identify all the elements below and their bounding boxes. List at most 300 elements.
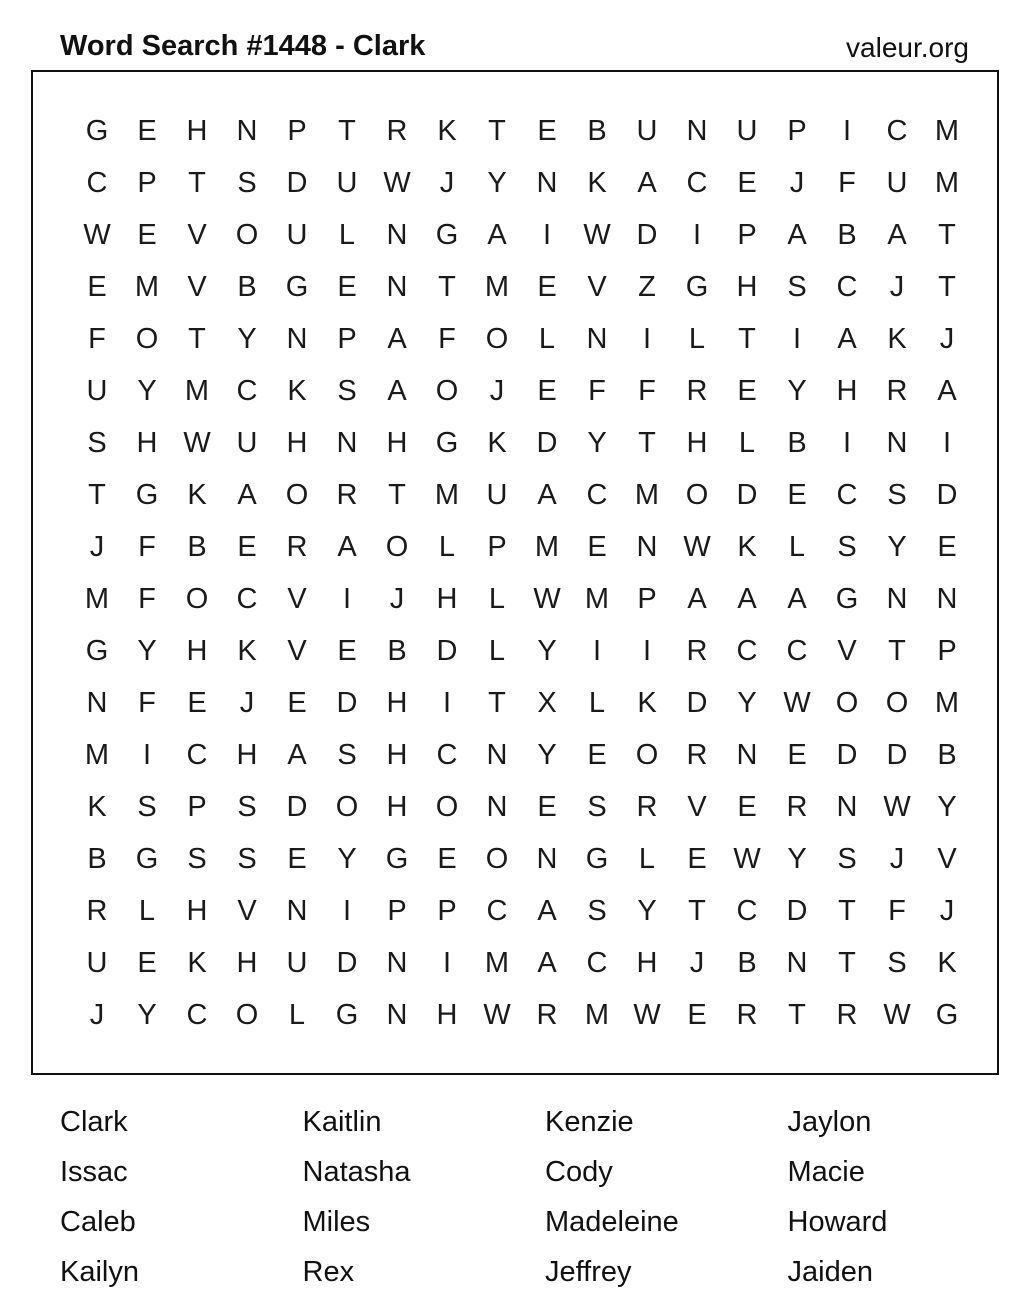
letter-grid: [72, 105, 972, 1041]
letter-cell: Y: [737, 687, 757, 719]
letter-cell: T: [438, 271, 456, 303]
letter-cell: O: [885, 687, 909, 719]
word-list-item: Jaiden: [787, 1256, 873, 1288]
letter-cell: R: [886, 375, 908, 407]
letter-cell: D: [536, 427, 558, 459]
letter-cell: V: [687, 791, 707, 823]
letter-cell: K: [187, 479, 207, 511]
letter-cell: J: [689, 947, 705, 979]
letter-cell: A: [637, 167, 657, 199]
letter-cell: H: [136, 427, 158, 459]
page-title: Word Search #1448 - Clark: [60, 30, 426, 62]
letter-cell: O: [185, 583, 209, 615]
letter-cell: N: [86, 687, 108, 719]
word-list-item: Cody: [545, 1156, 613, 1188]
letter-cell: H: [186, 635, 208, 667]
letter-cell: R: [386, 115, 408, 147]
letter-cell: S: [887, 947, 907, 979]
word-list-item: Issac: [60, 1156, 128, 1188]
letter-cell: W: [683, 531, 711, 563]
letter-cell: P: [437, 895, 457, 927]
letter-cell: G: [435, 427, 459, 459]
letter-cell: S: [337, 739, 357, 771]
puzzle-frame: [31, 70, 999, 1075]
letter-cell: K: [287, 375, 307, 407]
letter-cell: I: [842, 427, 852, 459]
letter-cell: P: [787, 115, 807, 147]
word-list-item: Jaylon: [787, 1106, 872, 1138]
letter-cell: J: [389, 583, 405, 615]
letter-cell: D: [836, 739, 858, 771]
letter-cell: S: [337, 375, 357, 407]
letter-cell: Y: [537, 739, 557, 771]
letter-cell: E: [737, 791, 757, 823]
letter-cell: G: [835, 583, 859, 615]
letter-cell: G: [135, 843, 159, 875]
letter-cell: N: [386, 947, 408, 979]
letter-cell: C: [586, 947, 608, 979]
letter-cell: X: [537, 687, 557, 719]
letter-cell: L: [738, 427, 756, 459]
letter-cell: W: [883, 791, 911, 823]
letter-cell: G: [85, 635, 109, 667]
letter-cell: L: [438, 531, 456, 563]
letter-cell: H: [236, 947, 258, 979]
letter-cell: S: [187, 843, 207, 875]
letter-cell: B: [587, 115, 607, 147]
word-list-item: Macie: [787, 1156, 865, 1188]
letter-cell: I: [842, 115, 852, 147]
letter-cell: O: [435, 375, 459, 407]
letter-cell: T: [888, 635, 906, 667]
letter-cell: S: [87, 427, 107, 459]
letter-cell: E: [537, 115, 557, 147]
letter-cell: N: [586, 323, 608, 355]
letter-cell: T: [838, 895, 856, 927]
letter-cell: T: [488, 687, 506, 719]
letter-cell: L: [288, 999, 306, 1031]
letter-cell: D: [436, 635, 458, 667]
letter-cell: A: [387, 323, 407, 355]
letter-cell: F: [438, 323, 456, 355]
letter-cell: H: [386, 739, 408, 771]
letter-cell: L: [788, 531, 806, 563]
letter-cell: N: [886, 583, 908, 615]
letter-cell: S: [837, 843, 857, 875]
letter-cell: I: [542, 219, 552, 251]
letter-cell: G: [685, 271, 709, 303]
letter-cell: E: [587, 531, 607, 563]
letter-cell: B: [387, 635, 407, 667]
letter-cell: D: [286, 791, 308, 823]
letter-cell: P: [287, 115, 307, 147]
letter-cell: R: [536, 999, 558, 1031]
letter-cell: C: [736, 895, 758, 927]
letter-cell: E: [287, 687, 307, 719]
letter-cell: E: [537, 375, 557, 407]
letter-cell: Y: [587, 427, 607, 459]
letter-cell: N: [486, 791, 508, 823]
letter-cell: Y: [937, 791, 957, 823]
letter-cell: S: [887, 479, 907, 511]
letter-cell: S: [787, 271, 807, 303]
word-list-item: Madeleine: [545, 1206, 679, 1238]
letter-cell: N: [286, 323, 308, 355]
letter-cell: U: [286, 947, 308, 979]
letter-cell: O: [485, 323, 509, 355]
letter-cell: S: [587, 791, 607, 823]
letter-cell: N: [736, 739, 758, 771]
letter-cell: P: [637, 583, 657, 615]
letter-cell: A: [237, 479, 257, 511]
letter-cell: C: [436, 739, 458, 771]
letter-cell: Y: [137, 999, 157, 1031]
word-list-item: Kaitlin: [302, 1106, 382, 1138]
letter-cell: T: [388, 479, 406, 511]
letter-cell: N: [686, 115, 708, 147]
letter-cell: D: [336, 947, 358, 979]
letter-cell: S: [237, 791, 257, 823]
letter-cell: A: [787, 583, 807, 615]
letter-cell: I: [142, 739, 152, 771]
letter-cell: N: [236, 115, 258, 147]
word-list: [60, 1097, 1030, 1297]
letter-cell: H: [386, 427, 408, 459]
letter-cell: P: [387, 895, 407, 927]
letter-cell: S: [237, 843, 257, 875]
letter-cell: A: [387, 375, 407, 407]
letter-cell: Y: [137, 635, 157, 667]
letter-cell: R: [836, 999, 858, 1031]
letter-cell: N: [836, 791, 858, 823]
letter-cell: I: [642, 635, 652, 667]
letter-cell: W: [183, 427, 211, 459]
letter-cell: N: [786, 947, 808, 979]
letter-cell: P: [737, 219, 757, 251]
letter-cell: T: [788, 999, 806, 1031]
letter-cell: I: [692, 219, 702, 251]
letter-cell: E: [87, 271, 107, 303]
letter-cell: M: [84, 583, 110, 615]
letter-cell: J: [89, 999, 105, 1031]
letter-cell: K: [937, 947, 957, 979]
letter-cell: A: [337, 531, 357, 563]
letter-cell: S: [137, 791, 157, 823]
letter-cell: K: [887, 323, 907, 355]
letter-cell: W: [383, 167, 411, 199]
letter-cell: H: [686, 427, 708, 459]
letter-cell: K: [487, 427, 507, 459]
letter-cell: V: [937, 843, 957, 875]
letter-cell: C: [236, 583, 258, 615]
letter-cell: C: [86, 167, 108, 199]
letter-cell: H: [286, 427, 308, 459]
letter-cell: W: [633, 999, 661, 1031]
letter-cell: P: [337, 323, 357, 355]
letter-cell: G: [285, 271, 309, 303]
letter-cell: O: [485, 843, 509, 875]
letter-cell: A: [487, 219, 507, 251]
letter-cell: F: [638, 375, 656, 407]
letter-cell: E: [187, 687, 207, 719]
letter-cell: G: [85, 115, 109, 147]
letter-cell: T: [188, 167, 206, 199]
letter-cell: M: [584, 999, 610, 1031]
letter-cell: R: [686, 635, 708, 667]
letter-cell: J: [439, 167, 455, 199]
letter-cell: O: [235, 219, 259, 251]
letter-cell: Y: [537, 635, 557, 667]
letter-cell: E: [537, 791, 557, 823]
letter-cell: B: [787, 427, 807, 459]
letter-cell: N: [286, 895, 308, 927]
letter-cell: M: [934, 687, 960, 719]
letter-cell: E: [137, 947, 157, 979]
letter-cell: U: [236, 427, 258, 459]
letter-cell: Y: [487, 167, 507, 199]
letter-cell: U: [286, 219, 308, 251]
letter-cell: I: [342, 583, 352, 615]
letter-cell: U: [886, 167, 908, 199]
letter-cell: J: [489, 375, 505, 407]
letter-cell: U: [736, 115, 758, 147]
letter-cell: H: [436, 583, 458, 615]
letter-cell: E: [737, 375, 757, 407]
letter-cell: M: [484, 271, 510, 303]
letter-cell: O: [685, 479, 709, 511]
letter-cell: L: [138, 895, 156, 927]
letter-cell: O: [435, 791, 459, 823]
letter-cell: G: [135, 479, 159, 511]
letter-cell: A: [537, 479, 557, 511]
letter-cell: D: [936, 479, 958, 511]
letter-cell: L: [538, 323, 556, 355]
letter-cell: A: [787, 219, 807, 251]
letter-cell: O: [385, 531, 409, 563]
site-name: valeur.org: [846, 32, 969, 63]
letter-cell: B: [187, 531, 207, 563]
letter-cell: F: [888, 895, 906, 927]
letter-cell: Y: [337, 843, 357, 875]
letter-cell: P: [187, 791, 207, 823]
letter-cell: T: [938, 219, 956, 251]
letter-cell: E: [437, 843, 457, 875]
letter-cell: U: [636, 115, 658, 147]
letter-cell: K: [737, 531, 757, 563]
letter-cell: C: [786, 635, 808, 667]
letter-cell: L: [488, 635, 506, 667]
letter-cell: L: [488, 583, 506, 615]
letter-cell: J: [789, 167, 805, 199]
letter-cell: H: [386, 687, 408, 719]
letter-cell: S: [837, 531, 857, 563]
letter-cell: V: [837, 635, 857, 667]
letter-cell: Y: [237, 323, 257, 355]
word-list-item: Natasha: [302, 1156, 411, 1188]
letter-cell: Y: [887, 531, 907, 563]
letter-cell: W: [733, 843, 761, 875]
letter-cell: Y: [787, 843, 807, 875]
letter-cell: H: [186, 895, 208, 927]
letter-cell: E: [587, 739, 607, 771]
letter-cell: A: [737, 583, 757, 615]
letter-cell: U: [86, 947, 108, 979]
word-list-item: Clark: [60, 1106, 128, 1138]
letter-cell: I: [342, 895, 352, 927]
letter-cell: G: [385, 843, 409, 875]
letter-cell: E: [687, 999, 707, 1031]
letter-cell: A: [687, 583, 707, 615]
letter-cell: E: [787, 739, 807, 771]
letter-cell: W: [483, 999, 511, 1031]
letter-cell: V: [287, 635, 307, 667]
letter-cell: O: [285, 479, 309, 511]
letter-cell: T: [638, 427, 656, 459]
letter-cell: L: [588, 687, 606, 719]
letter-cell: E: [337, 635, 357, 667]
letter-cell: I: [642, 323, 652, 355]
letter-cell: H: [836, 375, 858, 407]
letter-cell: Y: [787, 375, 807, 407]
letter-cell: S: [237, 167, 257, 199]
letter-cell: P: [937, 635, 957, 667]
letter-cell: H: [186, 115, 208, 147]
letter-cell: N: [536, 167, 558, 199]
letter-cell: V: [587, 271, 607, 303]
letter-cell: J: [89, 531, 105, 563]
letter-cell: K: [437, 115, 457, 147]
letter-cell: V: [287, 583, 307, 615]
word-list-item: Howard: [787, 1206, 888, 1238]
letter-cell: O: [235, 999, 259, 1031]
letter-cell: C: [236, 375, 258, 407]
letter-cell: G: [335, 999, 359, 1031]
letter-cell: R: [286, 531, 308, 563]
letter-cell: T: [88, 479, 106, 511]
letter-cell: C: [736, 635, 758, 667]
letter-cell: J: [889, 271, 905, 303]
letter-cell: A: [537, 947, 557, 979]
letter-cell: I: [442, 687, 452, 719]
letter-cell: F: [138, 583, 156, 615]
letter-cell: U: [486, 479, 508, 511]
letter-cell: J: [889, 843, 905, 875]
letter-cell: M: [584, 583, 610, 615]
letter-cell: E: [687, 843, 707, 875]
letter-cell: T: [938, 271, 956, 303]
letter-cell: A: [287, 739, 307, 771]
word-list-item: Kailyn: [60, 1256, 139, 1288]
letter-cell: Z: [638, 271, 656, 303]
letter-cell: R: [686, 375, 708, 407]
letter-cell: K: [187, 947, 207, 979]
letter-cell: W: [783, 687, 811, 719]
letter-cell: M: [84, 739, 110, 771]
letter-cell: M: [534, 531, 560, 563]
letter-cell: N: [386, 999, 408, 1031]
letter-cell: M: [934, 167, 960, 199]
letter-cell: I: [592, 635, 602, 667]
letter-cell: F: [138, 531, 156, 563]
letter-cell: C: [586, 479, 608, 511]
letter-cell: N: [386, 219, 408, 251]
letter-cell: H: [386, 791, 408, 823]
letter-cell: T: [338, 115, 356, 147]
letter-cell: E: [287, 843, 307, 875]
letter-cell: W: [583, 219, 611, 251]
letter-cell: P: [137, 167, 157, 199]
letter-cell: D: [786, 895, 808, 927]
letter-cell: W: [883, 999, 911, 1031]
letter-cell: J: [239, 687, 255, 719]
letter-cell: V: [187, 219, 207, 251]
letter-cell: R: [686, 739, 708, 771]
letter-cell: K: [87, 791, 107, 823]
letter-cell: N: [886, 427, 908, 459]
letter-cell: C: [186, 999, 208, 1031]
letter-cell: H: [636, 947, 658, 979]
letter-cell: E: [137, 115, 157, 147]
letter-cell: M: [934, 115, 960, 147]
letter-cell: H: [736, 271, 758, 303]
letter-cell: E: [787, 479, 807, 511]
letter-cell: G: [435, 219, 459, 251]
letter-cell: W: [83, 219, 111, 251]
letter-cell: B: [87, 843, 107, 875]
letter-cell: I: [942, 427, 952, 459]
word-list-item: Kenzie: [545, 1106, 634, 1138]
letter-cell: O: [135, 323, 159, 355]
letter-cell: T: [838, 947, 856, 979]
letter-cell: C: [486, 895, 508, 927]
letter-cell: O: [635, 739, 659, 771]
letter-cell: C: [836, 271, 858, 303]
letter-cell: G: [585, 843, 609, 875]
letter-cell: P: [487, 531, 507, 563]
letter-cell: N: [336, 427, 358, 459]
letter-cell: U: [86, 375, 108, 407]
letter-cell: B: [837, 219, 857, 251]
letter-cell: E: [737, 167, 757, 199]
letter-cell: R: [636, 791, 658, 823]
letter-cell: C: [836, 479, 858, 511]
letter-cell: R: [86, 895, 108, 927]
letter-cell: M: [184, 375, 210, 407]
letter-cell: U: [336, 167, 358, 199]
letter-cell: A: [887, 219, 907, 251]
letter-cell: A: [537, 895, 557, 927]
letter-cell: T: [488, 115, 506, 147]
letter-cell: M: [434, 479, 460, 511]
letter-cell: B: [237, 271, 257, 303]
letter-cell: F: [838, 167, 856, 199]
letter-cell: R: [786, 791, 808, 823]
letter-cell: D: [286, 167, 308, 199]
letter-cell: L: [638, 843, 656, 875]
letter-cell: C: [186, 739, 208, 771]
letter-cell: R: [336, 479, 358, 511]
letter-cell: M: [134, 271, 160, 303]
letter-cell: E: [937, 531, 957, 563]
letter-cell: K: [237, 635, 257, 667]
letter-cell: E: [537, 271, 557, 303]
letter-cell: N: [386, 271, 408, 303]
letter-cell: J: [939, 895, 955, 927]
letter-cell: T: [188, 323, 206, 355]
letter-cell: N: [636, 531, 658, 563]
letter-cell: H: [236, 739, 258, 771]
letter-cell: I: [442, 947, 452, 979]
